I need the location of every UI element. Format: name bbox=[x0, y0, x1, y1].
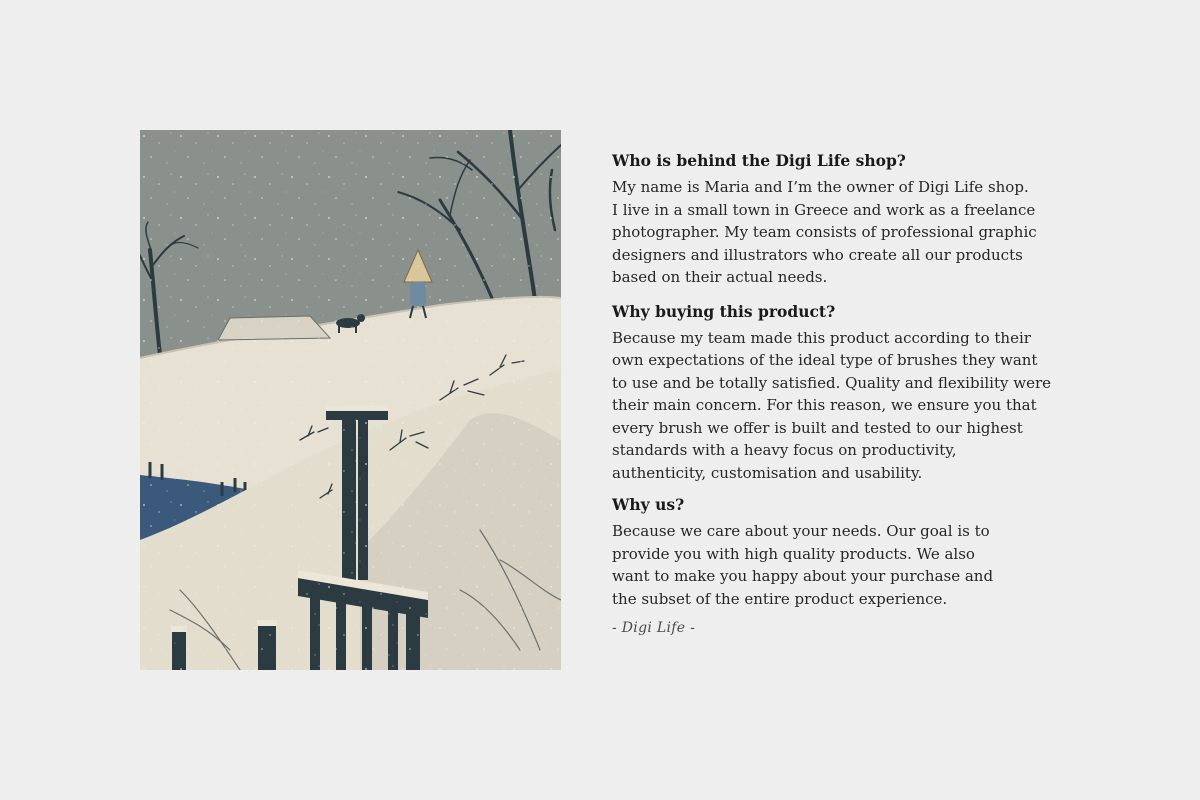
snowy-landscape-artwork bbox=[140, 130, 561, 670]
section-heading-who: Who is behind the Digi Life shop? bbox=[612, 151, 906, 170]
body-line: Because we care about your needs. Our goal is to bbox=[612, 522, 990, 540]
body-line: standards with a heavy focus on productivity, bbox=[612, 441, 957, 459]
body-line: photographer. My team consists of professional graphic bbox=[612, 223, 1037, 241]
body-line: based on their actual needs. bbox=[612, 268, 828, 286]
body-line: to use and be totally satisfied. Quality and flexibility were bbox=[612, 373, 1052, 392]
section-body-why-buying bbox=[612, 327, 1082, 485]
section-body-why-us bbox=[612, 520, 1082, 610]
body-line: every brush we offer is built and tested to our highest bbox=[612, 418, 1023, 437]
body-line: the subset of the entire product experience. bbox=[612, 589, 948, 608]
body-line: provide you with high quality products. We also bbox=[612, 544, 975, 563]
section-heading-why-us: Why us? bbox=[612, 495, 685, 514]
body-line: their main concern. For this reason, we ensure you that bbox=[612, 396, 1037, 414]
body-line: My name is Maria and I’m the owner of Digi Life shop. bbox=[612, 178, 1029, 196]
about-text-block bbox=[612, 150, 1082, 636]
body-line: want to make you happy about your purchase and bbox=[612, 567, 994, 585]
body-line: designers and illustrators who create all our products bbox=[612, 245, 1023, 264]
body-line: Because my team made this product according to their bbox=[612, 328, 1031, 347]
body-line: I live in a small town in Greece and work as a freelance bbox=[612, 200, 1036, 219]
artwork-illustration bbox=[140, 130, 561, 670]
body-line: own expectations of the ideal type of brushes they want bbox=[612, 351, 1038, 369]
section-body-who bbox=[612, 176, 1082, 289]
signature: - Digi Life - bbox=[612, 620, 696, 636]
body-line: authenticity, customisation and usability. bbox=[612, 463, 923, 482]
section-heading-why-buying: Why buying this product? bbox=[612, 301, 836, 321]
